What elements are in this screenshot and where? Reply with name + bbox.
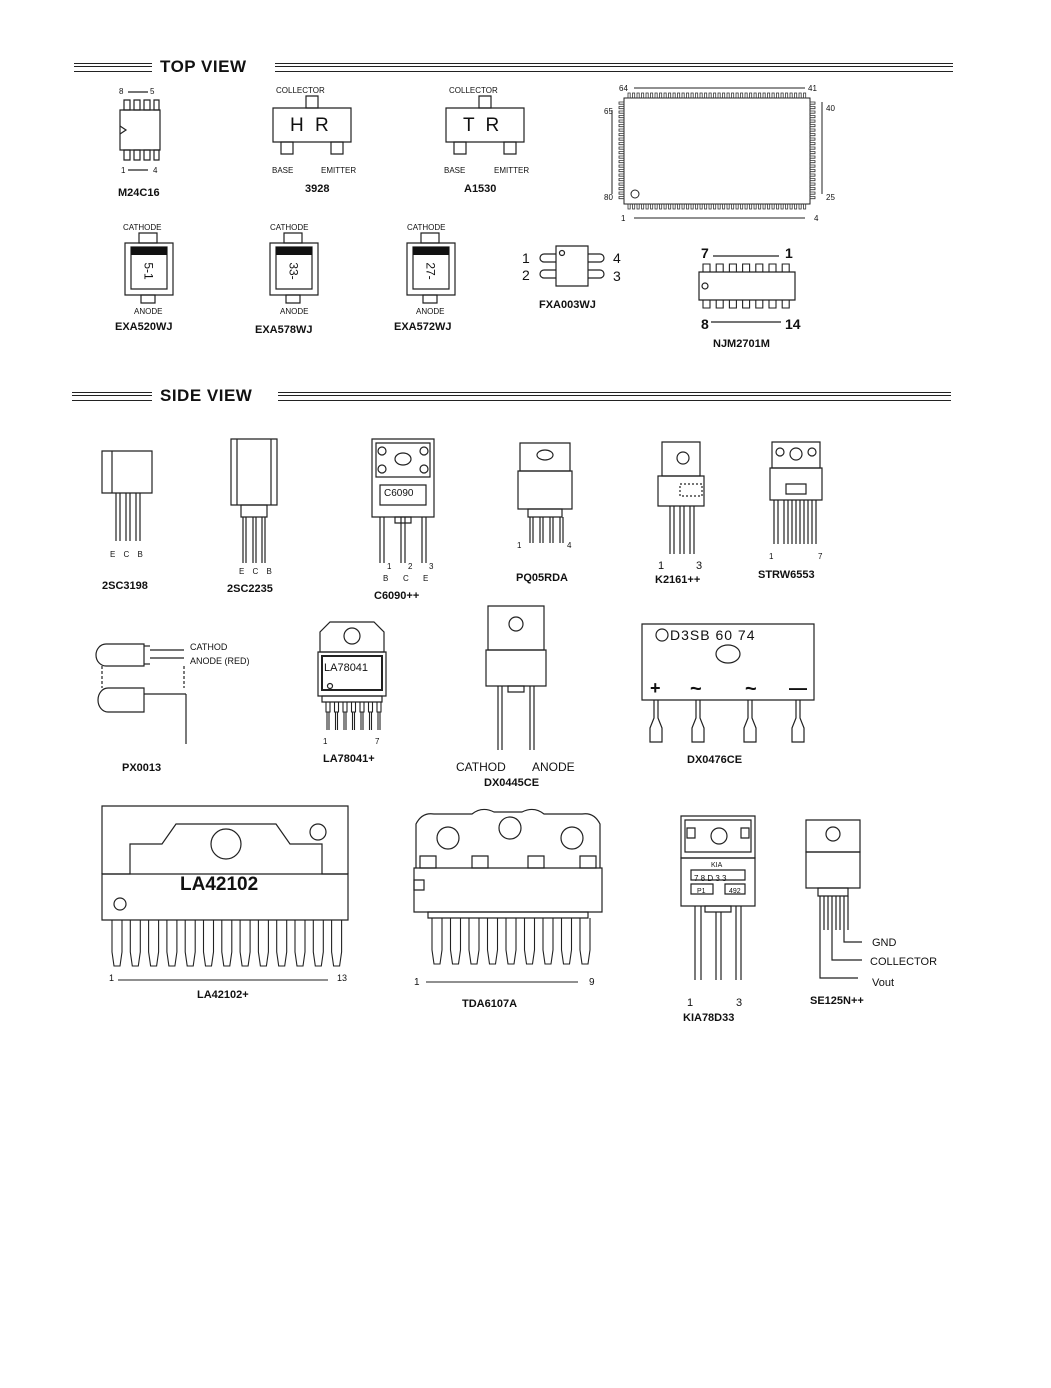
la42102-pin	[149, 920, 159, 966]
la78041-pin-7: 7	[375, 737, 380, 746]
px0013-drawing	[98, 636, 194, 748]
qfp-pin	[732, 93, 734, 98]
exa578-cathode-label: CATHODE	[270, 223, 309, 232]
qfp-pin	[810, 170, 815, 172]
tda6107-pin	[525, 918, 535, 964]
qfp-pin	[754, 93, 756, 98]
px0013-anode-label: ANODE (RED)	[190, 656, 250, 666]
qfp-pin	[745, 204, 747, 209]
qfp-pin	[705, 204, 707, 209]
qfp-pin	[633, 204, 635, 209]
njm2701-pin	[729, 300, 736, 308]
qfp-pin	[619, 129, 624, 131]
m24c16-drawing	[110, 92, 170, 172]
la78041-pin	[360, 702, 364, 712]
c6090-pin-c: C	[403, 574, 409, 583]
njm2701-pin	[769, 300, 776, 308]
qfp-pin	[718, 93, 720, 98]
qfp-pin	[736, 93, 738, 98]
la78041-marking: LA78041	[324, 662, 369, 674]
qfp-pin-40: 40	[826, 104, 835, 113]
qfp-pin	[687, 93, 689, 98]
qfp-pin	[619, 152, 624, 154]
la78041-pin-lead	[336, 712, 338, 730]
c6090-marking: C6090	[384, 488, 414, 499]
qfp-pin	[619, 192, 624, 194]
njm2701-pin	[703, 300, 710, 308]
qfp-pin	[810, 116, 815, 118]
qfp-pin	[691, 93, 693, 98]
exa572-marking: 27-	[423, 262, 438, 280]
strw6553-pin-1: 1	[769, 552, 774, 561]
qfp-pin	[660, 93, 662, 98]
la78041-pin	[343, 702, 347, 712]
qfp-pin	[723, 93, 725, 98]
qfp-pin	[619, 116, 624, 118]
qfp-pin	[642, 204, 644, 209]
qfp-pin	[810, 134, 815, 136]
qfp-pin	[619, 197, 624, 199]
dx0476-marking: D3SB 60 74	[670, 627, 756, 643]
qfp-pin	[810, 147, 815, 149]
c2sc2235-drawing	[229, 437, 279, 567]
njm2701-pin-7: 7	[701, 245, 709, 261]
qfp-pin	[810, 183, 815, 185]
m24c16-pin-1: 1	[121, 166, 126, 175]
la78041-pin-lead	[353, 712, 355, 730]
qfp-pin	[810, 125, 815, 127]
qfp-pin	[664, 204, 666, 209]
tda6107-pin	[469, 918, 479, 964]
c2sc3198-drawing	[100, 449, 154, 545]
qfp-pin	[619, 138, 624, 140]
qfp-pin	[727, 204, 729, 209]
dx0445-drawing	[484, 604, 548, 754]
qfp-pin	[810, 107, 815, 109]
qfp-pin	[646, 93, 648, 98]
qfp-pin	[810, 161, 815, 163]
tda6107-label: TDA6107A	[462, 998, 518, 1010]
side-view-title: SIDE VIEW	[152, 386, 260, 406]
qfp-pin	[619, 170, 624, 172]
qfp-pin	[804, 93, 806, 98]
k2161-pin-3: 3	[696, 560, 703, 572]
dx0445-anode-label: ANODE	[532, 760, 575, 774]
la78041-pin-lead	[370, 712, 372, 730]
qfp-pin	[619, 179, 624, 181]
njm2701-pin	[743, 264, 750, 272]
qfp-pin	[619, 188, 624, 190]
exa572-label: EXA572WJ	[394, 321, 452, 333]
la42102-pin	[295, 920, 305, 966]
qfp-pin	[619, 156, 624, 158]
top-view-rule-right	[275, 63, 953, 72]
qfp-pin	[790, 93, 792, 98]
njm2701-pin-1: 1	[785, 245, 793, 261]
la42102-pin	[204, 920, 214, 966]
njm2701-drawing	[697, 254, 805, 324]
kia78d33-marking-mid: 7 8 D 3 3	[694, 874, 727, 883]
njm2701-pin	[729, 264, 736, 272]
qfp-pin	[619, 107, 624, 109]
m24c16-pin-5: 5	[150, 87, 155, 96]
la42102-pin	[185, 920, 195, 966]
tda6107-pin-1: 1	[414, 977, 420, 988]
qfp-pin	[637, 93, 639, 98]
tda6107-pin-9: 9	[589, 977, 595, 988]
qfp-pin	[745, 93, 747, 98]
strw6553-label: STRW6553	[758, 569, 815, 581]
qfp-pin	[799, 93, 801, 98]
p3928-marking: H R	[290, 115, 332, 136]
c2sc2235-pins: E C B	[239, 567, 275, 576]
qfp-pin	[696, 204, 698, 209]
exa520-marking: 5-1	[141, 262, 156, 280]
qfp-pin	[810, 174, 815, 176]
qfp-pin	[682, 93, 684, 98]
la78041-pin-lead	[327, 712, 329, 730]
la78041-pin	[369, 702, 373, 712]
qfp-pin	[619, 147, 624, 149]
qfp-pin	[759, 204, 761, 209]
qfp-pin	[810, 165, 815, 167]
qfp-pin	[678, 204, 680, 209]
kia78d33-marking-r: 492	[729, 888, 741, 895]
se125n-drawing	[802, 818, 874, 994]
a1530-collector-label: COLLECTOR	[449, 86, 498, 95]
dx0476-ac1: ~	[690, 678, 702, 700]
qfp-pin	[687, 204, 689, 209]
njm2701-label: NJM2701M	[713, 338, 770, 350]
qfp-pin	[768, 93, 770, 98]
fxa003-label: FXA003WJ	[539, 299, 596, 311]
c2sc2235-label: 2SC2235	[227, 583, 273, 595]
qfp-pin	[673, 204, 675, 209]
qfp-pin	[763, 93, 765, 98]
qfp-pin	[678, 93, 680, 98]
tda6107-pin	[562, 918, 572, 964]
exa572-cathode-label: CATHODE	[407, 223, 446, 232]
qfp-pin	[619, 102, 624, 104]
qfp-pin	[810, 138, 815, 140]
qfp-pin	[810, 102, 815, 104]
p3928-emitter-label: EMITTER	[321, 166, 357, 175]
qfp-pin	[781, 93, 783, 98]
top-view-title: TOP VIEW	[152, 57, 255, 77]
qfp-pin	[628, 204, 630, 209]
qfp-pin	[810, 188, 815, 190]
dx0445-cathod-label: CATHOD	[456, 760, 506, 774]
kia78d33-marking-top: KIA	[711, 862, 723, 869]
qfp-pin	[777, 93, 779, 98]
qfp-pin	[768, 204, 770, 209]
qfp-pin	[619, 134, 624, 136]
la78041-pin	[377, 702, 381, 712]
p3928-label: 3928	[305, 183, 330, 195]
la42102-marking: LA42102	[180, 874, 259, 895]
qfp-pin	[619, 143, 624, 145]
tda6107-pin	[488, 918, 498, 964]
kia78d33-pin-3: 3	[736, 997, 743, 1009]
fxa003-drawing	[536, 244, 608, 290]
qfp-pin	[754, 204, 756, 209]
pq05rda-pin-1: 1	[517, 541, 522, 550]
kia78d33-marking-l: P1	[697, 888, 706, 895]
la78041-pin	[352, 702, 356, 712]
qfp-pin	[619, 183, 624, 185]
qfp-pin	[619, 174, 624, 176]
qfp-pin	[795, 204, 797, 209]
la78041-label: LA78041+	[323, 753, 375, 765]
fxa003-pin-2: 2	[522, 267, 530, 283]
qfp-pin-4: 4	[814, 214, 819, 223]
pq05rda-drawing	[516, 441, 574, 547]
la78041-pin-1: 1	[323, 737, 328, 746]
qfp-pin	[763, 204, 765, 209]
qfp-pin	[696, 93, 698, 98]
la42102-pin	[222, 920, 232, 966]
njm2701-pin	[769, 264, 776, 272]
njm2701-pin	[716, 264, 723, 272]
qfp-pin	[700, 93, 702, 98]
tda6107-pin	[580, 918, 590, 964]
se125n-vout-label: Vout	[872, 977, 895, 989]
qfp-pin	[772, 204, 774, 209]
pq05rda-label: PQ05RDA	[516, 572, 568, 584]
njm2701-pin	[756, 264, 763, 272]
qfp-pin	[619, 125, 624, 127]
side-view-rule-right	[278, 392, 951, 401]
qfp-pin	[655, 93, 657, 98]
exa520-label: EXA520WJ	[115, 321, 173, 333]
qfp-pin	[759, 93, 761, 98]
qfp-pin	[732, 204, 734, 209]
la78041-drawing	[316, 618, 388, 738]
qfp-pin	[727, 93, 729, 98]
la78041-pin	[326, 702, 330, 712]
qfp-pin	[810, 179, 815, 181]
la78041-pin-lead	[378, 712, 380, 730]
njm2701-pin	[703, 264, 710, 272]
qfp-pin	[799, 204, 801, 209]
dx0476-minus: —	[789, 678, 807, 698]
qfp-pin	[741, 204, 743, 209]
c6090-label: C6090++	[374, 590, 420, 602]
njm2701-pin	[743, 300, 750, 308]
a1530-emitter-label: EMITTER	[494, 166, 530, 175]
njm2701-pin-14: 14	[785, 316, 801, 332]
fxa003-pin-4: 4	[613, 250, 621, 266]
qfp-pin	[723, 204, 725, 209]
qfp-pin	[700, 204, 702, 209]
la42102-pin-13: 13	[337, 973, 348, 983]
la78041-pin	[335, 702, 339, 712]
p3928-collector-label: COLLECTOR	[276, 86, 325, 95]
qfp-pin	[736, 204, 738, 209]
qfp-pin	[682, 204, 684, 209]
la78041-pin-lead	[361, 712, 363, 730]
qfp-pin	[714, 93, 716, 98]
c6090-pin-b: B	[383, 574, 389, 583]
njm2701-pin	[716, 300, 723, 308]
qfp-pin	[651, 93, 653, 98]
qfp-pin-80: 80	[604, 193, 613, 202]
qfp-pin	[810, 120, 815, 122]
qfp-pin-65: 65	[604, 107, 613, 116]
la42102-pin	[130, 920, 140, 966]
se125n-label: SE125N++	[810, 995, 864, 1007]
qfp-pin	[795, 93, 797, 98]
qfp-pin	[790, 204, 792, 209]
qfp-pin	[810, 143, 815, 145]
la78041-pin-lead	[344, 712, 346, 730]
la42102-pin	[167, 920, 177, 966]
qfp-pin	[781, 204, 783, 209]
tda6107-pin	[451, 918, 461, 964]
dx0445-label: DX0445CE	[484, 777, 540, 789]
dx0476-ac2: ~	[745, 678, 757, 700]
qfp-pin	[709, 93, 711, 98]
qfp-pin	[750, 93, 752, 98]
c2sc3198-pins: E C B	[110, 550, 146, 559]
c6090-pin-1: 1	[387, 562, 392, 571]
p3928-base-label: BASE	[272, 166, 294, 175]
qfp-pin	[709, 204, 711, 209]
qfp-pin	[714, 204, 716, 209]
kia78d33-label: KIA78D33	[683, 1012, 735, 1024]
exa578-anode-label: ANODE	[280, 307, 309, 316]
c6090-drawing	[370, 437, 438, 567]
la42102-label: LA42102+	[197, 989, 249, 1001]
qfp-pin	[810, 152, 815, 154]
qfp-pin	[810, 192, 815, 194]
qfp-pin	[642, 93, 644, 98]
la42102-pin	[258, 920, 268, 966]
njm2701-pin	[756, 300, 763, 308]
strw6553-pin-7: 7	[818, 552, 823, 561]
k2161-pin-1: 1	[658, 560, 665, 572]
k2161-label: K2161++	[655, 574, 701, 586]
kia78d33-pin-1: 1	[687, 997, 694, 1009]
qfp-pin	[619, 120, 624, 122]
qfp-pin	[619, 161, 624, 163]
qfp-pin	[664, 93, 666, 98]
qfp-pin	[786, 93, 788, 98]
tda6107-pin	[543, 918, 553, 964]
m24c16-label: M24C16	[118, 187, 160, 199]
qfp-pin-64: 64	[619, 84, 628, 93]
qfp-pin	[810, 129, 815, 131]
qfp-pin	[651, 204, 653, 209]
qfp-pin	[804, 204, 806, 209]
fxa003-pin-3: 3	[613, 268, 621, 284]
la42102-pin	[240, 920, 250, 966]
a1530-base-label: BASE	[444, 166, 466, 175]
qfp-pin	[628, 93, 630, 98]
side-view-rule-left	[72, 392, 154, 401]
la42102-pin	[313, 920, 323, 966]
qfp-pin	[777, 204, 779, 209]
m24c16-pin-8: 8	[119, 87, 124, 96]
kia78d33-drawing	[679, 814, 757, 988]
qfp-pin	[646, 204, 648, 209]
qfp-pin	[619, 111, 624, 113]
strw6553-drawing	[768, 440, 824, 550]
qfp-drawing	[600, 82, 835, 224]
qfp-pin	[741, 93, 743, 98]
a1530-marking: T R	[463, 115, 503, 136]
tda6107-pin	[506, 918, 516, 964]
c2sc3198-label: 2SC3198	[102, 580, 148, 592]
njm2701-pin	[782, 300, 789, 308]
qfp-pin	[633, 93, 635, 98]
exa578-label: EXA578WJ	[255, 324, 313, 336]
qfp-pin	[810, 111, 815, 113]
la42102-pin	[112, 920, 122, 966]
top-view-rule-left	[74, 63, 154, 72]
exa572-anode-label: ANODE	[416, 307, 445, 316]
px0013-label: PX0013	[122, 762, 162, 774]
qfp-pin	[705, 93, 707, 98]
la42102-drawing	[100, 804, 350, 988]
exa578-marking: 33-	[286, 262, 301, 280]
qfp-pin	[673, 93, 675, 98]
qfp-pin	[655, 204, 657, 209]
dx0476-label: DX0476CE	[687, 754, 743, 766]
njm2701-pin-8: 8	[701, 316, 709, 332]
c6090-pin-e: E	[423, 574, 429, 583]
a1530-label: A1530	[464, 183, 497, 195]
tda6107-drawing	[412, 808, 604, 990]
c6090-pin-3: 3	[429, 562, 434, 571]
k2161-drawing	[656, 440, 706, 558]
qfp-pin	[637, 204, 639, 209]
c6090-pin-2: 2	[408, 562, 413, 571]
la42102-pin	[277, 920, 287, 966]
fxa003-pin-1: 1	[522, 250, 530, 266]
dx0476-plus: +	[650, 678, 661, 698]
qfp-pin-1: 1	[621, 214, 626, 223]
la42102-pin	[332, 920, 342, 966]
qfp-pin-41: 41	[808, 84, 817, 93]
qfp-pin	[810, 156, 815, 158]
qfp-pin	[691, 204, 693, 209]
pq05rda-pin-4: 4	[567, 541, 572, 550]
m24c16-pin-4: 4	[153, 166, 158, 175]
exa520-cathode-label: CATHODE	[123, 223, 162, 232]
tda6107-pin	[432, 918, 442, 964]
qfp-pin	[619, 165, 624, 167]
njm2701-pin	[782, 264, 789, 272]
qfp-pin	[669, 204, 671, 209]
qfp-pin	[718, 204, 720, 209]
exa520-anode-label: ANODE	[134, 307, 163, 316]
qfp-pin	[750, 204, 752, 209]
la42102-pin-1: 1	[109, 973, 115, 983]
se125n-collector-label: COLLECTOR	[870, 956, 938, 968]
px0013-cathod-label: CATHOD	[190, 642, 228, 652]
se125n-gnd-label: GND	[872, 937, 897, 949]
qfp-pin	[660, 204, 662, 209]
qfp-pin	[786, 204, 788, 209]
qfp-pin	[669, 93, 671, 98]
qfp-pin-25: 25	[826, 193, 835, 202]
qfp-pin	[810, 197, 815, 199]
qfp-pin	[772, 93, 774, 98]
